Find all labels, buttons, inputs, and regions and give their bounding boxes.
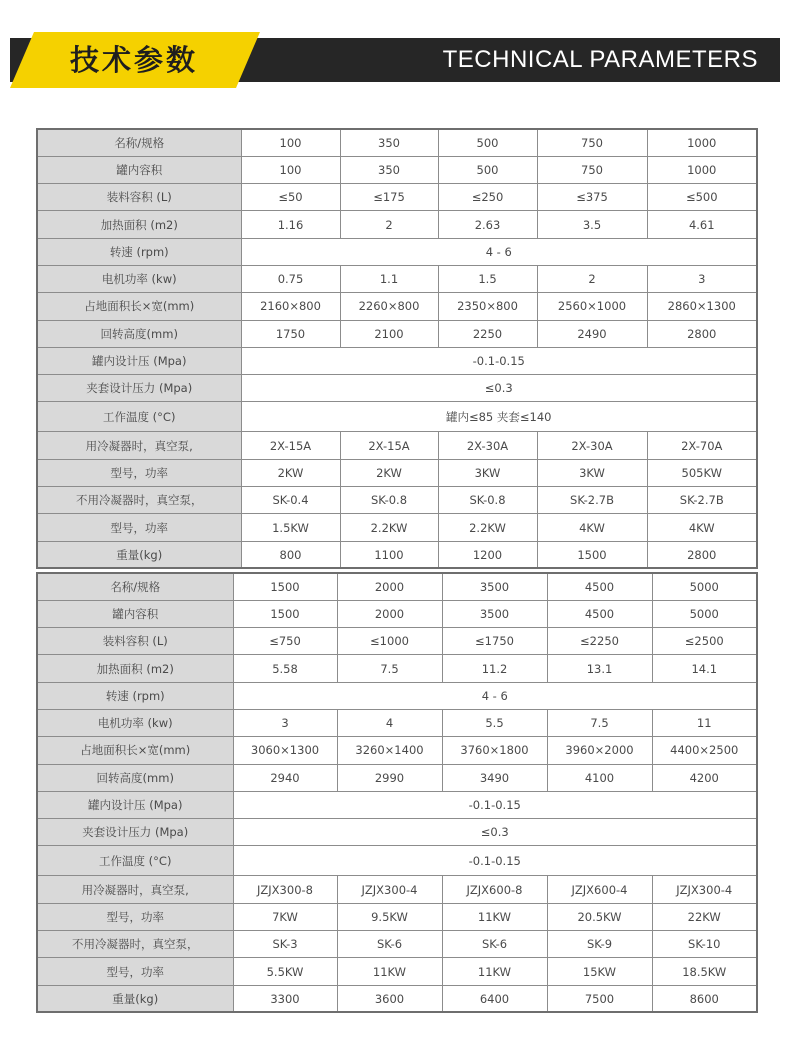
row-value: ≤1750 — [442, 628, 547, 655]
row-value: 22KW — [652, 903, 757, 930]
table-row — [37, 985, 757, 1012]
row-value-merged: 罐内≤85 夹套≤140 — [241, 402, 757, 432]
row-value-merged: -0.1-0.15 — [233, 791, 757, 818]
row-value: 2350×800 — [438, 293, 537, 320]
row-value: 11KW — [442, 958, 547, 985]
row-value: ≤750 — [233, 628, 337, 655]
row-value: SK-9 — [547, 931, 652, 958]
row-value-merged: ≤0.3 — [241, 375, 757, 402]
row-value: 350 — [340, 156, 438, 183]
row-value: 3300 — [233, 985, 337, 1012]
row-label: 装料容积 (L) — [37, 628, 233, 655]
row-label: 装料容积 (L) — [37, 184, 241, 211]
row-label: 用冷凝器时，真空泵, — [37, 876, 233, 903]
row-label: 转速 (rpm) — [37, 238, 241, 265]
section-title-en: TECHNICAL PARAMETERS — [442, 46, 758, 73]
row-value: 2 — [340, 211, 438, 238]
table-row — [37, 514, 757, 541]
row-value: 18.5KW — [652, 958, 757, 985]
row-value: 100 — [241, 129, 340, 156]
row-value: 7KW — [233, 903, 337, 930]
row-value: SK-0.8 — [438, 487, 537, 514]
row-value: JZJX300-4 — [337, 876, 442, 903]
row-value: ≤2500 — [652, 628, 757, 655]
row-value: 1500 — [233, 573, 337, 600]
table-row — [37, 211, 757, 238]
row-value: 2X-15A — [340, 432, 438, 459]
table-row — [37, 573, 757, 600]
row-value: 3 — [647, 265, 757, 292]
row-label: 夹套设计压力 (Mpa) — [37, 375, 241, 402]
row-value: 3500 — [442, 600, 547, 627]
row-value: 3 — [233, 709, 337, 736]
row-value: 2490 — [537, 320, 647, 347]
row-value: SK-6 — [337, 931, 442, 958]
row-value: 5.58 — [233, 655, 337, 682]
table-row — [37, 459, 757, 486]
row-value: 6400 — [442, 985, 547, 1012]
row-value: 7.5 — [547, 709, 652, 736]
row-value: 1500 — [537, 541, 647, 568]
row-label: 电机功率 (kw) — [37, 265, 241, 292]
row-label: 罐内设计压 (Mpa) — [37, 791, 233, 818]
row-value: 3760×1800 — [442, 737, 547, 764]
row-value: 2800 — [647, 541, 757, 568]
table-row — [37, 819, 757, 846]
row-value: 2940 — [233, 764, 337, 791]
row-label: 回转高度(mm) — [37, 764, 233, 791]
row-value: 4200 — [652, 764, 757, 791]
row-value-merged: 4 - 6 — [233, 682, 757, 709]
spec-table-1-body — [37, 129, 757, 568]
row-value: ≤175 — [340, 184, 438, 211]
row-value: JZJX300-4 — [652, 876, 757, 903]
row-label: 名称/规格 — [37, 129, 241, 156]
table-row — [37, 375, 757, 402]
row-value: 1750 — [241, 320, 340, 347]
row-value: SK-0.4 — [241, 487, 340, 514]
row-value: 11.2 — [442, 655, 547, 682]
row-value: 800 — [241, 541, 340, 568]
row-label: 加热面积 (m2) — [37, 655, 233, 682]
row-value: 7.5 — [337, 655, 442, 682]
row-value: 2260×800 — [340, 293, 438, 320]
row-value: 3260×1400 — [337, 737, 442, 764]
row-label: 罐内容积 — [37, 600, 233, 627]
table-row — [37, 402, 757, 432]
section-title-cn: 技术参数 — [70, 43, 199, 77]
row-value: 11KW — [442, 903, 547, 930]
row-value: 2000 — [337, 600, 442, 627]
row-value: 11KW — [337, 958, 442, 985]
row-label: 电机功率 (kw) — [37, 709, 233, 736]
row-value: 3600 — [337, 985, 442, 1012]
row-value: 2KW — [340, 459, 438, 486]
row-value: 5000 — [652, 600, 757, 627]
table-row — [37, 156, 757, 183]
row-value: 13.1 — [547, 655, 652, 682]
row-value: 2X-30A — [537, 432, 647, 459]
row-label: 占地面积长×宽(mm) — [37, 293, 241, 320]
row-value: 3960×2000 — [547, 737, 652, 764]
row-value: 2X-15A — [241, 432, 340, 459]
row-label: 占地面积长×宽(mm) — [37, 737, 233, 764]
row-value: 2250 — [438, 320, 537, 347]
row-value: JZJX600-4 — [547, 876, 652, 903]
row-value: 3KW — [438, 459, 537, 486]
row-value: 11 — [652, 709, 757, 736]
table-row — [37, 764, 757, 791]
row-value: 5.5 — [442, 709, 547, 736]
row-value: ≤250 — [438, 184, 537, 211]
row-value: 4KW — [647, 514, 757, 541]
row-value: 2990 — [337, 764, 442, 791]
row-value: 2.2KW — [340, 514, 438, 541]
row-value: SK-3 — [233, 931, 337, 958]
spec-table-1 — [36, 128, 758, 569]
table-row — [37, 541, 757, 568]
row-value: 2560×1000 — [537, 293, 647, 320]
row-value: 20.5KW — [547, 903, 652, 930]
row-value: 0.75 — [241, 265, 340, 292]
row-label: 用冷凝器时，真空泵, — [37, 432, 241, 459]
row-value: 2100 — [340, 320, 438, 347]
row-value: 4KW — [537, 514, 647, 541]
row-value: 5000 — [652, 573, 757, 600]
row-value: 1100 — [340, 541, 438, 568]
row-value: 2 — [537, 265, 647, 292]
row-label: 重量(kg) — [37, 985, 233, 1012]
row-value: 4500 — [547, 573, 652, 600]
row-label: 罐内容积 — [37, 156, 241, 183]
spec-table-2-body — [37, 573, 757, 1012]
row-label: 型号，功率 — [37, 903, 233, 930]
row-value: 2000 — [337, 573, 442, 600]
row-value-merged: -0.1-0.15 — [241, 347, 757, 374]
table-row — [37, 293, 757, 320]
row-value-merged: 4 - 6 — [241, 238, 757, 265]
row-value: 100 — [241, 156, 340, 183]
row-value: 3500 — [442, 573, 547, 600]
row-value: 2160×800 — [241, 293, 340, 320]
row-value: ≤50 — [241, 184, 340, 211]
table-row — [37, 846, 757, 876]
table-row — [37, 655, 757, 682]
row-value: SK-2.7B — [537, 487, 647, 514]
row-value: 2X-30A — [438, 432, 537, 459]
row-value: 7500 — [547, 985, 652, 1012]
table-row — [37, 737, 757, 764]
row-value: ≤500 — [647, 184, 757, 211]
row-value: 3KW — [537, 459, 647, 486]
row-label: 夹套设计压力 (Mpa) — [37, 819, 233, 846]
row-value: 750 — [537, 156, 647, 183]
row-value: 1000 — [647, 156, 757, 183]
row-value: 3060×1300 — [233, 737, 337, 764]
row-value: 4500 — [547, 600, 652, 627]
row-value: 2.2KW — [438, 514, 537, 541]
row-value: 1.5 — [438, 265, 537, 292]
row-value: 1500 — [233, 600, 337, 627]
row-value: 2860×1300 — [647, 293, 757, 320]
row-value: ≤375 — [537, 184, 647, 211]
row-value: 350 — [340, 129, 438, 156]
table-row — [37, 682, 757, 709]
row-value: 1.5KW — [241, 514, 340, 541]
row-value: 500 — [438, 156, 537, 183]
row-label: 型号，功率 — [37, 514, 241, 541]
row-value-merged: -0.1-0.15 — [233, 846, 757, 876]
row-value: 1200 — [438, 541, 537, 568]
row-label: 工作温度 (°C) — [37, 402, 241, 432]
row-value: 1.1 — [340, 265, 438, 292]
row-label: 不用冷凝器时，真空泵， — [37, 487, 241, 514]
row-label: 名称/规格 — [37, 573, 233, 600]
table-row — [37, 903, 757, 930]
row-value: ≤2250 — [547, 628, 652, 655]
row-value: ≤1000 — [337, 628, 442, 655]
row-value: 9.5KW — [337, 903, 442, 930]
row-value: 5.5KW — [233, 958, 337, 985]
table-row — [37, 628, 757, 655]
table-row — [37, 600, 757, 627]
row-value: 15KW — [547, 958, 652, 985]
row-label: 工作温度 (°C) — [37, 846, 233, 876]
row-label: 不用冷凝器时，真空泵， — [37, 931, 233, 958]
row-value: JZJX600-8 — [442, 876, 547, 903]
table-row — [37, 487, 757, 514]
row-label: 型号，功率 — [37, 459, 241, 486]
row-value: 4.61 — [647, 211, 757, 238]
row-label: 加热面积 (m2) — [37, 211, 241, 238]
row-value-merged: ≤0.3 — [233, 819, 757, 846]
row-value: 2.63 — [438, 211, 537, 238]
table-row — [37, 432, 757, 459]
table-row — [37, 184, 757, 211]
row-value: SK-2.7B — [647, 487, 757, 514]
row-value: 14.1 — [652, 655, 757, 682]
table-row — [37, 958, 757, 985]
row-label: 罐内设计压 (Mpa) — [37, 347, 241, 374]
row-value: SK-10 — [652, 931, 757, 958]
table-row — [37, 320, 757, 347]
table-row — [37, 129, 757, 156]
table-row — [37, 238, 757, 265]
row-value: JZJX300-8 — [233, 876, 337, 903]
row-value: 2KW — [241, 459, 340, 486]
table-row — [37, 791, 757, 818]
table-row — [37, 265, 757, 292]
table-row — [37, 347, 757, 374]
row-label: 型号，功率 — [37, 958, 233, 985]
row-value: 500 — [438, 129, 537, 156]
row-value: 750 — [537, 129, 647, 156]
row-value: SK-0.8 — [340, 487, 438, 514]
row-value: 3490 — [442, 764, 547, 791]
spec-table-2 — [36, 572, 758, 1013]
row-value: SK-6 — [442, 931, 547, 958]
row-value: 1000 — [647, 129, 757, 156]
row-value: 3.5 — [537, 211, 647, 238]
row-value: 8600 — [652, 985, 757, 1012]
table-row — [37, 876, 757, 903]
row-value: 4 — [337, 709, 442, 736]
row-label: 重量(kg) — [37, 541, 241, 568]
row-value: 4100 — [547, 764, 652, 791]
row-label: 转速 (rpm) — [37, 682, 233, 709]
row-value: 1.16 — [241, 211, 340, 238]
row-value: 2X-70A — [647, 432, 757, 459]
row-label: 回转高度(mm) — [37, 320, 241, 347]
table-row — [37, 931, 757, 958]
row-value: 4400×2500 — [652, 737, 757, 764]
row-value: 2800 — [647, 320, 757, 347]
row-value: 505KW — [647, 459, 757, 486]
table-row — [37, 709, 757, 736]
